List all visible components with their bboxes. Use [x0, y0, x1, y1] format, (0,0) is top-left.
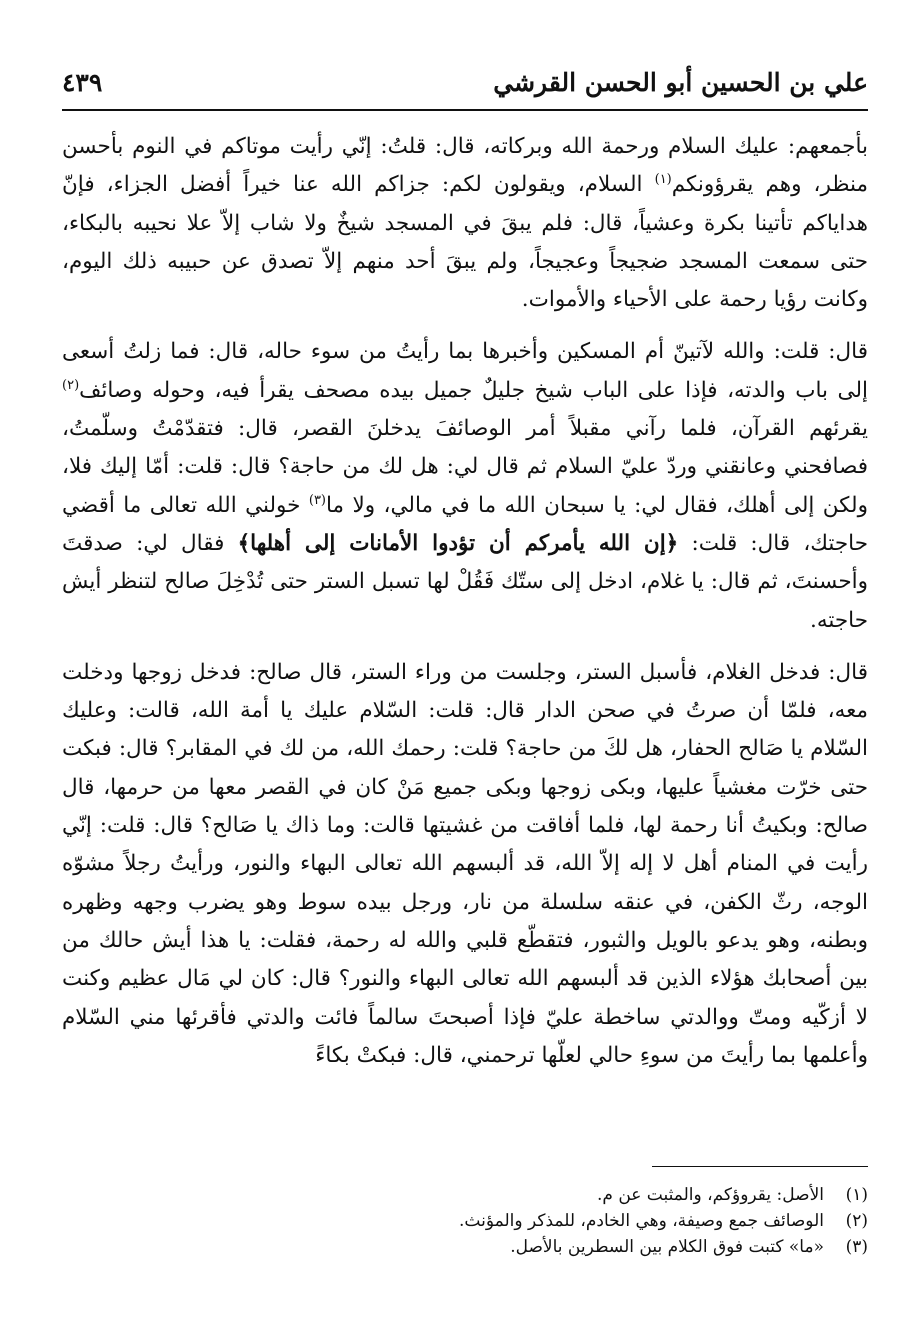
page-number: ٤٣٩ — [62, 68, 103, 97]
footnote-item — [62, 1234, 868, 1260]
footnote-text: «ما» كتبت فوق الكلام بين السطرين بالأصل. — [510, 1237, 824, 1257]
text-run: السلام، ويقولون لكم: جزاكم الله عنا خيراً أفضل الجزاء، فإنّ هداياكم تأتينا بكرة وعشياً، قال: فلم يبقَ في المسجد شيخٌ ولا شاب إلاّ علا نحيبه بالبكاء، حتى سمعت المسجد ضجيجاً وعجيجاً، ولم يبقَ أحد منهم إلاّ تصدق عن حبيبه ذلك اليوم، وكانت رؤيا رحمة على الأحياء والأموات. — [62, 172, 868, 313]
footnote-item — [62, 1208, 868, 1234]
footnote-marker: (٢) — [62, 377, 80, 393]
footnote-number: (١) — [845, 1185, 868, 1205]
body-paragraph — [62, 333, 868, 639]
header-divider — [62, 109, 868, 111]
footnote-text: الأصل: يقروؤكم، والمثبت عن م. — [596, 1185, 824, 1205]
footnote-divider — [652, 1166, 868, 1167]
footnote-marker: (١) — [654, 172, 672, 188]
quran-verse: ﴿إن الله يأمركم أن تؤدوا الأمانات إلى أهلها﴾ — [237, 530, 679, 556]
footnote-marker: (٣) — [308, 492, 326, 508]
text-run: قال: فدخل الغلام، فأسبل الستر، وجلست من وراء الستر، قال صالح: فدخل زوجها ودخلت معه، فلمّا أن صرتُ في صحن الدار قال: قلت: السّلام عليك يا أمة الله، قالت: وعليك السّلام يا صَالح الحفار، هل لكَ من حاجة؟ قلت: رحمك الله، من لك في المقابر؟ قال: فبكت حتى خرّت مغشياً عليها، وبكى زوجها وبكى جميع مَنْ كان في القصر معها من حرمها، قال صالح: وبكيتُ أنا رحمة لها، فلما أفاقت من غشيتها قالت: وما ذاك يا صَالح؟ قال: قلت: إنّي رأيت في المنام أهل لا إله إلاّ الله، قد ألبسهم الله تعالى البهاء والنور، ورأيتُ رجلاً مشوّه الوجه، رثّ الكفن، في عنقه سلسلة من نار، ورجل بيده سوط وهو يضرب وجهه وظهره وبطنه، وهو يدعو بالويل والثبور، فتقطّع قلبي والله له رحمة، فقلت: يا هذا أيش حالك من بين أصحابك هؤلاء الذين قد ألبسهم الله تعالى البهاء والنور؟ قال: كان لي مَال عظيم وكنت لا أزكّيه ومتّ ووالدتي ساخطة عليّ فإذا أصبحتَ سالماً فائت والدتي فأقرئها مني السّلام وأعلمها بما رأيتَ من سوءِ حالي لعلّها ترحمني، قال: فبكتْ بكاءً — [62, 659, 868, 1068]
footnote-text: الوصائف جمع وصيفة، وهي الخادم، للمذكر والمؤنث. — [459, 1211, 824, 1231]
running-title: علي بن الحسين أبو الحسن القرشي — [493, 68, 868, 97]
main-text — [62, 128, 868, 1075]
footnote-number: (٣) — [845, 1237, 868, 1257]
footnote-number: (٢) — [845, 1211, 868, 1231]
text-run: يقرئهم القرآن، فلما رآني مقبلاً أمر الوصائفَ يدخلنَ القصر، قال: فتقدّمْتُ وسلّمتُ، فصافحني وعانقني وردّ عليّ السلام ثم قال لي: هل لك من حاجة؟ قال: قلت: أمّا إليك فلا، ولكن إلى أهلك، فقال لي: يا سبحان الله ما في مالي، ولا ما — [62, 416, 868, 518]
footnotes — [62, 1182, 868, 1260]
text-run: خولني الله تعالى ما أقضي حاجتك، قال: قلت: — [62, 492, 868, 556]
body-paragraph — [62, 128, 868, 319]
text-run: بأجمعهم: عليك السلام ورحمة الله وبركاته، قال: قلتُ: إنّي رأيت موتاكم في النوم بأحسن منظر، وهم يقرؤونكم — [62, 134, 869, 198]
footnote-item — [62, 1182, 868, 1208]
text-run: قال: قلت: والله لآتينّ أم المسكين وأخبرها بما رأيتُ من سوء حاله، قال: فما زلتُ أسعى إلى باب والدته، فإذا على الباب شيخ جليلٌ جميل بيده مصحف يقرأ فيه، وحوله وصائف — [62, 339, 868, 403]
body-paragraph — [62, 654, 868, 1075]
page-header — [62, 64, 868, 108]
text-run: فقال لي: صدقتَ وأحسنتَ، ثم قال: يا غلام، ادخل إلى ستّك فَقُلْ لها تسبل الستر حتى تُدْخِلَ صالح لتنظر أيش حاجته. — [62, 530, 868, 633]
